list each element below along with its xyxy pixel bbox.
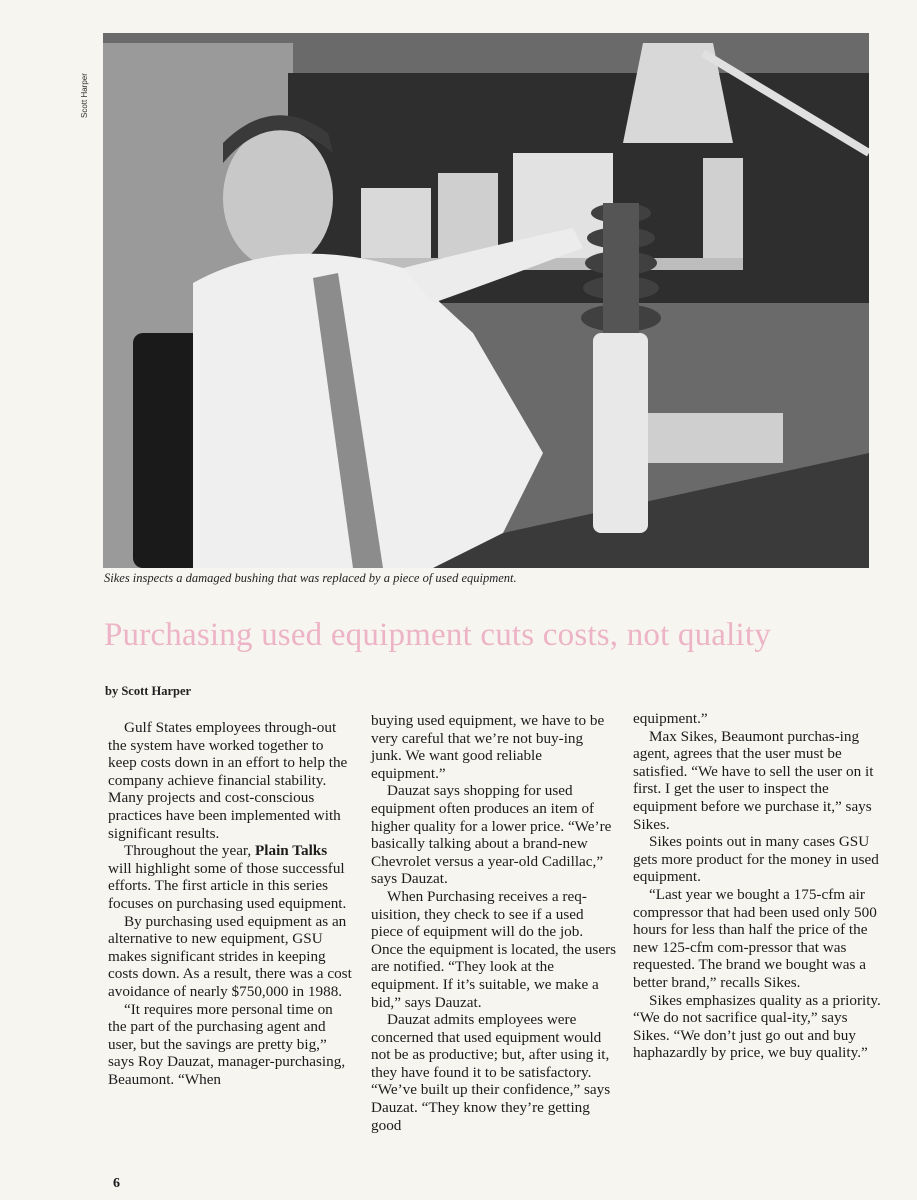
paragraph: equipment.” bbox=[633, 710, 708, 727]
publication-name: Plain Talks bbox=[254, 842, 328, 860]
photo-credit: Scott Harper bbox=[80, 73, 89, 118]
page-number: 6 bbox=[113, 1176, 120, 1191]
paragraph: Max Sikes, Beaumont purchas-ing agent, agrees that the user must be satisfied. “We have to sell the user on it first. I get the user to inspect the equipment before we purchase it,” says Sikes. bbox=[633, 727, 874, 833]
photo-caption: Sikes inspects a damaged bushing that was replaced by a piece of used equipment. bbox=[104, 571, 517, 585]
article-photo bbox=[103, 33, 869, 568]
paragraph: buying used equipment, we have to be very careful that we’re not buy-ing junk. We want good reliable equipment.” bbox=[371, 712, 605, 782]
paragraph: When Purchasing receives a req-uisition, they check to see if a used piece of equipment will do the job. Once the equipment is located, the users are notified. “They look at the equipment. If it’s suitable, we make a bid,” says Dauzat. bbox=[371, 887, 617, 1011]
paragraph: Sikes points out in many cases GSU gets more product for the money in used equipment. bbox=[633, 833, 879, 886]
paragraph: Dauzat admits employees were concerned that used equipment would not be as productive; but, after using it, they have found it to be satisfactory. “We’ve built up their confidence,” says Dauzat. “They know they’re getting good bbox=[371, 1011, 611, 1134]
article-column-1 bbox=[108, 719, 352, 1088]
paragraph: “It requires more personal time on the part of the purchasing agent and user, but the savings are pretty big,” says Roy Dauzat, manager-purchasing, Beaumont. “When bbox=[108, 1000, 346, 1088]
photo-placeholder-icon bbox=[103, 33, 869, 568]
paragraph: Dauzat says shopping for used equipment often produces an item of higher quality for a lower price. “We’re basically talking about a brand-new Chevrolet versus a year-old Cadillac,” says Dauzat. bbox=[371, 782, 612, 888]
paragraph: By purchasing used equipment as an alternative to new equipment, GSU makes significant strides in keeping costs down. As a result, there was a cost avoidance of nearly $750,000 in 1988. bbox=[108, 912, 352, 1000]
paragraph bbox=[108, 842, 352, 912]
paragraph-text: will highlight some of those successful efforts. The first article in this series focuses on purchasing used equipment. bbox=[108, 859, 347, 912]
article-headline: Purchasing used equipment cuts costs, not quality bbox=[104, 617, 771, 653]
article-column-2 bbox=[371, 712, 617, 1134]
paragraph: “Last year we bought a 175-cfm air compressor that had been used only 500 hours for less than half the price of the new 125-cfm com-pressor that was requested. The brand we bought was a better brand,” recalls Sikes. bbox=[633, 885, 877, 991]
paragraph: Gulf States employees through-out the system have worked together to keep costs down in an effort to help the company achieve financial stability. Many projects and cost-conscious practices have been implemented with significant results. bbox=[108, 719, 348, 842]
article-column-3 bbox=[633, 710, 881, 1062]
paragraph-text: Throughout the year, bbox=[124, 842, 255, 860]
paragraph: Sikes emphasizes quality as a priority. “We do not sacrifice qual-ity,” says Sikes. “We don’t just go out and buy haphazardly by price, we buy quality.” bbox=[633, 991, 881, 1062]
byline: by Scott Harper bbox=[105, 684, 192, 698]
